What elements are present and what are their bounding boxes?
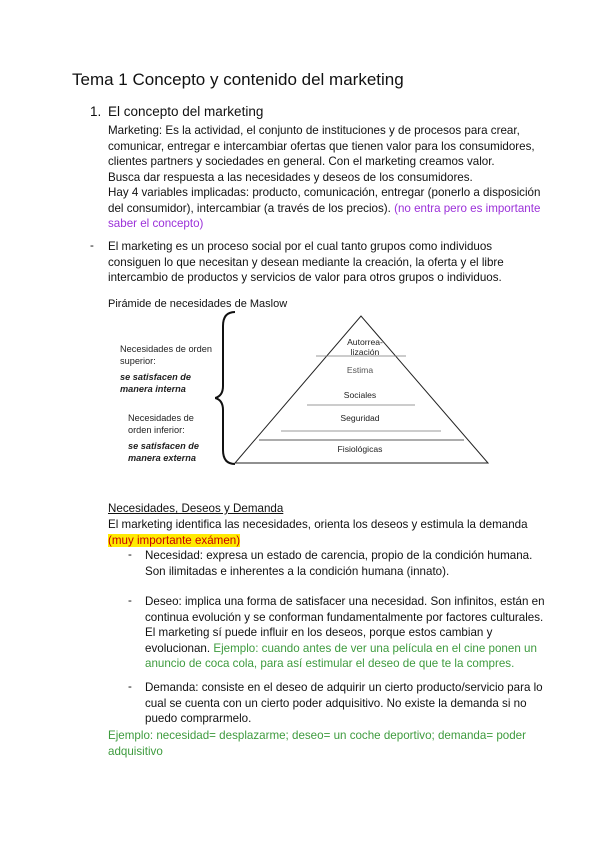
lower-needs-label: Necesidades de orden inferior: se satisfacen de manera externa: [128, 413, 199, 463]
body-line: intercambio de productos y servicios de valor para otros grupos o individuos.: [108, 271, 502, 284]
bullet1-body: [108, 239, 548, 286]
section-heading: El concepto del marketing: [108, 104, 264, 119]
section2-intro: [108, 517, 558, 548]
body-line: evolucionan. Ejemplo: cuando antes de ver una película en el cine ponen un: [145, 641, 537, 655]
need-item: [145, 548, 565, 579]
bullet-marker: -: [128, 680, 132, 693]
section-heading: Necesidades, Deseos y Demanda: [108, 502, 284, 515]
brace-icon: [215, 312, 235, 464]
body-line: Son ilimitadas e inherentes a la condición humana (innato).: [145, 564, 450, 578]
body-line: Marketing: Es la actividad, el conjunto de instituciones y de procesos para crear,: [108, 124, 520, 137]
body-line: continua evolución y se conforman fundamentalmente por factores culturales.: [145, 610, 544, 624]
upper-needs-label: Necesidades de orden superior: se satisfacen de manera interna: [120, 344, 212, 394]
body-line: El marketing es un proceso social por el cual tanto grupos como individuos: [108, 240, 493, 253]
level-esteem: Estima: [346, 365, 374, 375]
body-line: comunicar, entregar e intercambiar ofertas que tienen valor para los consumidores,: [108, 139, 535, 153]
body-line: puedo comprarmelo.: [145, 712, 252, 725]
body-line: clientes partners y sociedades en general. Con el marketing creamos valor.: [108, 155, 495, 168]
section-number: 1.: [90, 104, 102, 119]
body-line: Busca dar respuesta a las necesidades y deseos de los consumidores.: [108, 170, 473, 184]
bullet-marker: -: [128, 594, 132, 607]
desire-item: [145, 594, 565, 672]
side-note: saber el concepto): [108, 217, 204, 230]
example-line: adquisitivo: [108, 744, 163, 758]
example-line: Ejemplo: necesidad= desplazarme; deseo= un coche deportivo; demanda= poder: [108, 729, 526, 742]
page-title: Tema 1 Concepto y contenido del marketing: [72, 70, 404, 89]
highlight-note: (muy importante exámen): [108, 533, 241, 547]
side-note: (no entra pero es importante: [394, 201, 541, 215]
body-line: [108, 533, 558, 549]
body-line: consiguen lo que necesitan y desean mediante la creación, la oferta y el libre: [108, 255, 504, 269]
body-line: del consumidor), intercambiar (a través de los precios). (no entra pero es importante: [108, 201, 541, 215]
body-line: Necesidad: expresa un estado de carencia, propio de la condición humana.: [145, 549, 533, 562]
body-line: Hay 4 variables implicadas: producto, comunicación, entregar (ponerlo a disposición: [108, 186, 541, 199]
body-line: cual se cuenta con un cierto poder adquisitivo. No existe la demanda si no: [145, 696, 527, 710]
example-note: anuncio de coca cola, para así estimular el deseo de que te la compres.: [145, 657, 515, 670]
body-line: Demanda: consiste en el deseo de adquirir un cierto producto/servicio para lo: [145, 681, 543, 694]
example-block: [108, 728, 558, 759]
body-line: El marketing sí puede influir en los deseos, porque estos cambian y: [145, 626, 493, 639]
body-line: El marketing identifica las necesidades, orienta los deseos y estimula la demanda: [108, 518, 528, 531]
body-line: Deseo: implica una forma de satisfacer una necesidad. Son infinitos, están en: [145, 595, 545, 608]
figure-caption: Pirámide de necesidades de Maslow: [108, 298, 288, 310]
level-social: Sociales: [343, 390, 377, 400]
demand-item: [145, 680, 565, 727]
level-security: Seguridad: [340, 413, 380, 423]
section1-body: [108, 123, 548, 232]
bullet-marker: -: [128, 548, 132, 561]
example-note: Ejemplo: cuando antes de ver una película en el cine ponen un: [210, 641, 537, 655]
bullet-marker: -: [90, 239, 94, 252]
level-selfactualization: Autorrea- lización: [347, 337, 383, 357]
level-physiological: Fisiológicas: [337, 444, 383, 454]
